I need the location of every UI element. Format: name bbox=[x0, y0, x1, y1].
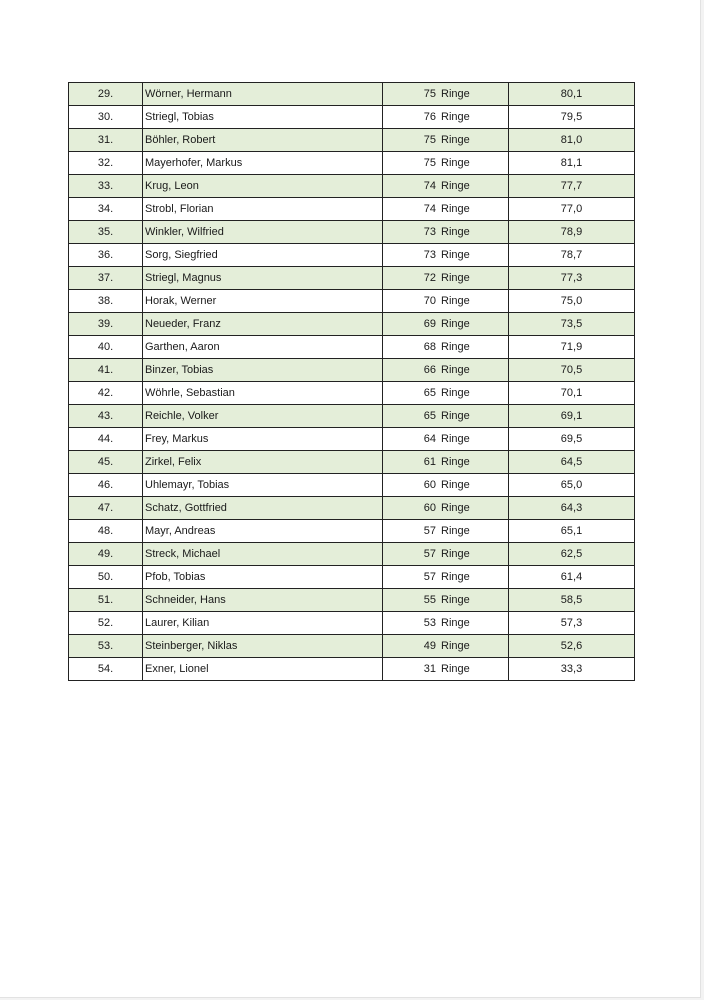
rings-number: 55 bbox=[423, 594, 436, 606]
rings-number: 73 bbox=[423, 249, 436, 261]
rank-cell: 44. bbox=[69, 428, 143, 451]
rings-cell bbox=[383, 290, 509, 313]
rings-unit: Ringe bbox=[441, 272, 470, 284]
score-cell: 65,1 bbox=[509, 520, 635, 543]
rank-cell: 49. bbox=[69, 543, 143, 566]
name-cell: Krug, Leon bbox=[143, 175, 383, 198]
rings-unit: Ringe bbox=[441, 456, 470, 468]
score-cell: 80,1 bbox=[509, 83, 635, 106]
rings-cell bbox=[383, 83, 509, 106]
rank-cell: 30. bbox=[69, 106, 143, 129]
rings-number: 74 bbox=[423, 180, 436, 192]
rings-number: 57 bbox=[423, 548, 436, 560]
name-cell: Zirkel, Felix bbox=[143, 451, 383, 474]
rings-number: 69 bbox=[423, 318, 436, 330]
table-row bbox=[69, 474, 635, 497]
name-cell: Striegl, Magnus bbox=[143, 267, 383, 290]
table-row bbox=[69, 566, 635, 589]
rank-cell: 41. bbox=[69, 359, 143, 382]
rank-cell: 47. bbox=[69, 497, 143, 520]
score-cell: 64,5 bbox=[509, 451, 635, 474]
table-row bbox=[69, 520, 635, 543]
table-row bbox=[69, 359, 635, 382]
rings-unit: Ringe bbox=[441, 640, 470, 652]
rank-cell: 32. bbox=[69, 152, 143, 175]
rings-number: 65 bbox=[423, 387, 436, 399]
name-cell: Exner, Lionel bbox=[143, 658, 383, 681]
rings-cell bbox=[383, 405, 509, 428]
name-cell: Striegl, Tobias bbox=[143, 106, 383, 129]
rings-number: 75 bbox=[423, 88, 436, 100]
rings-number: 57 bbox=[423, 525, 436, 537]
table-row bbox=[69, 152, 635, 175]
results-table-body bbox=[69, 83, 635, 681]
rank-cell: 39. bbox=[69, 313, 143, 336]
name-cell: Neueder, Franz bbox=[143, 313, 383, 336]
results-table bbox=[68, 82, 635, 681]
score-cell: 33,3 bbox=[509, 658, 635, 681]
rings-unit: Ringe bbox=[441, 341, 470, 353]
rings-cell bbox=[383, 658, 509, 681]
table-row bbox=[69, 83, 635, 106]
name-cell: Steinberger, Niklas bbox=[143, 635, 383, 658]
rings-unit: Ringe bbox=[441, 203, 470, 215]
score-cell: 62,5 bbox=[509, 543, 635, 566]
rings-cell bbox=[383, 451, 509, 474]
rings-unit: Ringe bbox=[441, 433, 470, 445]
score-cell: 81,0 bbox=[509, 129, 635, 152]
score-cell: 71,9 bbox=[509, 336, 635, 359]
rank-cell: 50. bbox=[69, 566, 143, 589]
rank-cell: 43. bbox=[69, 405, 143, 428]
rings-cell bbox=[383, 152, 509, 175]
rings-number: 60 bbox=[423, 479, 436, 491]
name-cell: Sorg, Siegfried bbox=[143, 244, 383, 267]
name-cell: Schneider, Hans bbox=[143, 589, 383, 612]
rings-cell bbox=[383, 520, 509, 543]
rings-number: 49 bbox=[423, 640, 436, 652]
rings-number: 60 bbox=[423, 502, 436, 514]
score-cell: 69,5 bbox=[509, 428, 635, 451]
name-cell: Strobl, Florian bbox=[143, 198, 383, 221]
table-row bbox=[69, 635, 635, 658]
table-row bbox=[69, 244, 635, 267]
rings-number: 64 bbox=[423, 433, 436, 445]
score-cell: 64,3 bbox=[509, 497, 635, 520]
score-cell: 70,5 bbox=[509, 359, 635, 382]
rings-cell bbox=[383, 175, 509, 198]
rings-number: 73 bbox=[423, 226, 436, 238]
rings-cell bbox=[383, 543, 509, 566]
rings-cell bbox=[383, 336, 509, 359]
name-cell: Frey, Markus bbox=[143, 428, 383, 451]
rings-number: 57 bbox=[423, 571, 436, 583]
rings-number: 61 bbox=[423, 456, 436, 468]
score-cell: 77,0 bbox=[509, 198, 635, 221]
rank-cell: 34. bbox=[69, 198, 143, 221]
score-cell: 73,5 bbox=[509, 313, 635, 336]
table-row bbox=[69, 290, 635, 313]
rings-cell bbox=[383, 129, 509, 152]
name-cell: Streck, Michael bbox=[143, 543, 383, 566]
table-row bbox=[69, 267, 635, 290]
rings-cell bbox=[383, 267, 509, 290]
name-cell: Pfob, Tobias bbox=[143, 566, 383, 589]
table-row bbox=[69, 221, 635, 244]
rings-cell bbox=[383, 497, 509, 520]
rings-unit: Ringe bbox=[441, 410, 470, 422]
rings-unit: Ringe bbox=[441, 364, 470, 376]
rings-cell bbox=[383, 313, 509, 336]
rings-number: 65 bbox=[423, 410, 436, 422]
rings-unit: Ringe bbox=[441, 502, 470, 514]
name-cell: Winkler, Wilfried bbox=[143, 221, 383, 244]
rings-unit: Ringe bbox=[441, 663, 470, 675]
rings-unit: Ringe bbox=[441, 88, 470, 100]
name-cell: Laurer, Kilian bbox=[143, 612, 383, 635]
rings-cell bbox=[383, 244, 509, 267]
rank-cell: 37. bbox=[69, 267, 143, 290]
score-cell: 52,6 bbox=[509, 635, 635, 658]
table-row bbox=[69, 198, 635, 221]
table-row bbox=[69, 129, 635, 152]
rank-cell: 35. bbox=[69, 221, 143, 244]
rings-cell bbox=[383, 474, 509, 497]
name-cell: Mayerhofer, Markus bbox=[143, 152, 383, 175]
rings-unit: Ringe bbox=[441, 295, 470, 307]
score-cell: 77,7 bbox=[509, 175, 635, 198]
name-cell: Wöhrle, Sebastian bbox=[143, 382, 383, 405]
name-cell: Garthen, Aaron bbox=[143, 336, 383, 359]
rings-unit: Ringe bbox=[441, 318, 470, 330]
rings-cell bbox=[383, 221, 509, 244]
rank-cell: 42. bbox=[69, 382, 143, 405]
name-cell: Uhlemayr, Tobias bbox=[143, 474, 383, 497]
score-cell: 61,4 bbox=[509, 566, 635, 589]
name-cell: Schatz, Gottfried bbox=[143, 497, 383, 520]
rings-number: 66 bbox=[423, 364, 436, 376]
table-row bbox=[69, 336, 635, 359]
score-cell: 65,0 bbox=[509, 474, 635, 497]
rings-number: 76 bbox=[423, 111, 436, 123]
rings-number: 31 bbox=[423, 663, 436, 675]
name-cell: Wörner, Hermann bbox=[143, 83, 383, 106]
table-row bbox=[69, 589, 635, 612]
rings-cell bbox=[383, 382, 509, 405]
rings-unit: Ringe bbox=[441, 111, 470, 123]
table-row bbox=[69, 451, 635, 474]
rings-unit: Ringe bbox=[441, 387, 470, 399]
rings-cell bbox=[383, 359, 509, 382]
rings-unit: Ringe bbox=[441, 226, 470, 238]
table-row bbox=[69, 497, 635, 520]
rank-cell: 54. bbox=[69, 658, 143, 681]
score-cell: 78,9 bbox=[509, 221, 635, 244]
score-cell: 57,3 bbox=[509, 612, 635, 635]
name-cell: Horak, Werner bbox=[143, 290, 383, 313]
rings-unit: Ringe bbox=[441, 571, 470, 583]
rank-cell: 53. bbox=[69, 635, 143, 658]
score-cell: 70,1 bbox=[509, 382, 635, 405]
rank-cell: 29. bbox=[69, 83, 143, 106]
rings-unit: Ringe bbox=[441, 617, 470, 629]
table-row bbox=[69, 543, 635, 566]
name-cell: Binzer, Tobias bbox=[143, 359, 383, 382]
rank-cell: 46. bbox=[69, 474, 143, 497]
name-cell: Böhler, Robert bbox=[143, 129, 383, 152]
name-cell: Mayr, Andreas bbox=[143, 520, 383, 543]
rings-number: 70 bbox=[423, 295, 436, 307]
rings-number: 53 bbox=[423, 617, 436, 629]
table-row bbox=[69, 106, 635, 129]
rings-unit: Ringe bbox=[441, 249, 470, 261]
table-row bbox=[69, 612, 635, 635]
rank-cell: 48. bbox=[69, 520, 143, 543]
table-row bbox=[69, 313, 635, 336]
score-cell: 81,1 bbox=[509, 152, 635, 175]
table-row bbox=[69, 382, 635, 405]
rings-unit: Ringe bbox=[441, 594, 470, 606]
rings-cell bbox=[383, 198, 509, 221]
table-row bbox=[69, 405, 635, 428]
rings-cell bbox=[383, 589, 509, 612]
rings-unit: Ringe bbox=[441, 157, 470, 169]
rank-cell: 31. bbox=[69, 129, 143, 152]
rings-cell bbox=[383, 566, 509, 589]
rank-cell: 38. bbox=[69, 290, 143, 313]
score-cell: 79,5 bbox=[509, 106, 635, 129]
rings-cell bbox=[383, 635, 509, 658]
score-cell: 78,7 bbox=[509, 244, 635, 267]
rings-number: 75 bbox=[423, 134, 436, 146]
rings-number: 72 bbox=[423, 272, 436, 284]
rings-unit: Ringe bbox=[441, 525, 470, 537]
rings-cell bbox=[383, 612, 509, 635]
table-row bbox=[69, 175, 635, 198]
rank-cell: 45. bbox=[69, 451, 143, 474]
rank-cell: 36. bbox=[69, 244, 143, 267]
rank-cell: 33. bbox=[69, 175, 143, 198]
name-cell: Reichle, Volker bbox=[143, 405, 383, 428]
rings-cell bbox=[383, 106, 509, 129]
rings-number: 75 bbox=[423, 157, 436, 169]
score-cell: 58,5 bbox=[509, 589, 635, 612]
score-cell: 75,0 bbox=[509, 290, 635, 313]
score-cell: 77,3 bbox=[509, 267, 635, 290]
rings-number: 68 bbox=[423, 341, 436, 353]
rings-unit: Ringe bbox=[441, 479, 470, 491]
rank-cell: 40. bbox=[69, 336, 143, 359]
rings-unit: Ringe bbox=[441, 548, 470, 560]
rings-unit: Ringe bbox=[441, 134, 470, 146]
rank-cell: 51. bbox=[69, 589, 143, 612]
rank-cell: 52. bbox=[69, 612, 143, 635]
rings-number: 74 bbox=[423, 203, 436, 215]
table-row bbox=[69, 428, 635, 451]
table-row bbox=[69, 658, 635, 681]
rings-cell bbox=[383, 428, 509, 451]
score-cell: 69,1 bbox=[509, 405, 635, 428]
rings-unit: Ringe bbox=[441, 180, 470, 192]
